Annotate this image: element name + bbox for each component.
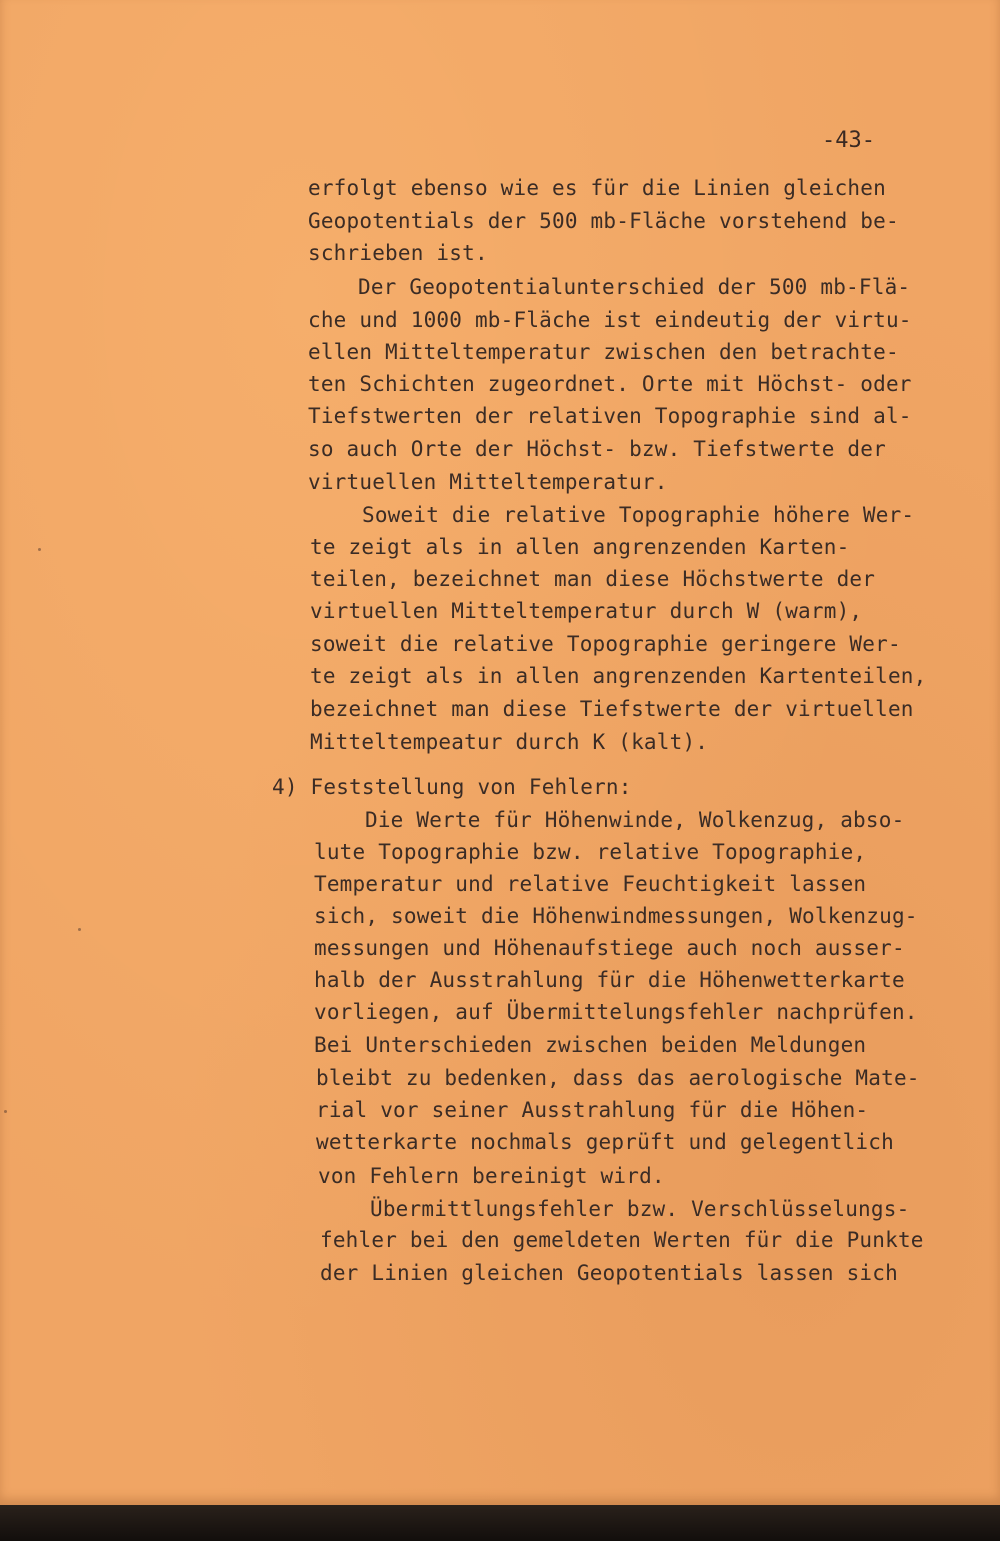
text-line: ellen Mitteltemperatur zwischen den betrachte-	[308, 340, 899, 364]
text-line: halb der Ausstrahlung für die Höhenwetterkarte	[314, 968, 905, 992]
text-line: Der Geopotentialunterschied der 500 mb-Flä-	[358, 275, 911, 299]
text-line: von Fehlern bereinigt wird.	[318, 1164, 665, 1188]
text-line: messungen und Höhenaufstiege auch noch ausser-	[314, 936, 905, 960]
text-line: bezeichnet man diese Tiefstwerte der virtuellen	[310, 697, 914, 721]
text-line: der Linien gleichen Geopotentials lassen sich	[320, 1261, 898, 1285]
page-number: -43-	[822, 128, 875, 153]
text-line: te zeigt als in allen angrenzenden Kartenteilen,	[310, 664, 927, 688]
text-line: rial vor seiner Ausstrahlung für die Höhen-	[316, 1098, 869, 1122]
text-line: Soweit die relative Topographie höhere Wer-	[362, 503, 915, 527]
text-line: teilen, bezeichnet man diese Höchstwerte der	[310, 567, 876, 591]
text-line: Tiefstwerten der relativen Topographie sind al-	[308, 404, 912, 428]
text-line: Temperatur und relative Feuchtigkeit lassen	[314, 872, 867, 896]
paper-speck	[38, 548, 41, 551]
text-line: virtuellen Mitteltemperatur.	[308, 470, 668, 494]
scan-background	[0, 1505, 1000, 1541]
text-line: sich, soweit die Höhenwindmessungen, Wolkenzug-	[314, 904, 918, 928]
text-line: fehler bei den gemeldeten Werten für die Punkte	[320, 1228, 924, 1252]
text-line: ten Schichten zugeordnet. Orte mit Höchst- oder	[308, 372, 912, 396]
text-line: wetterkarte nochmals geprüft und gelegentlich	[316, 1130, 894, 1154]
text-line: virtuellen Mitteltemperatur durch W (warm),	[310, 599, 863, 623]
section-heading: 4) Feststellung von Fehlern:	[272, 775, 632, 799]
text-line: Mitteltempeatur durch K (kalt).	[310, 730, 709, 754]
text-line: vorliegen, auf Übermittelungsfehler nachprüfen.	[314, 1000, 918, 1024]
text-line: soweit die relative Topographie geringere Wer-	[310, 632, 901, 656]
text-line: Übermittlungsfehler bzw. Verschlüsselungs-	[370, 1197, 910, 1221]
text-line: bleibt zu bedenken, dass das aerologische Mate-	[316, 1066, 920, 1090]
paper-speck	[78, 928, 81, 931]
text-line: Geopotentials der 500 mb-Fläche vorstehend be-	[308, 209, 899, 233]
paper-speck	[4, 1110, 7, 1113]
text-line: Die Werte für Höhenwinde, Wolkenzug, abso-	[365, 808, 905, 832]
text-line: te zeigt als in allen angrenzenden Karten-	[310, 535, 850, 559]
text-line: erfolgt ebenso wie es für die Linien gleichen	[308, 176, 886, 200]
text-line: schrieben ist.	[308, 241, 488, 265]
text-line: Bei Unterschieden zwischen beiden Meldungen	[314, 1033, 867, 1057]
text-line: so auch Orte der Höchst- bzw. Tiefstwerte der	[308, 437, 886, 461]
text-line: che und 1000 mb-Fläche ist eindeutig der virtu-	[308, 308, 912, 332]
text-line: lute Topographie bzw. relative Topographie,	[314, 840, 867, 864]
